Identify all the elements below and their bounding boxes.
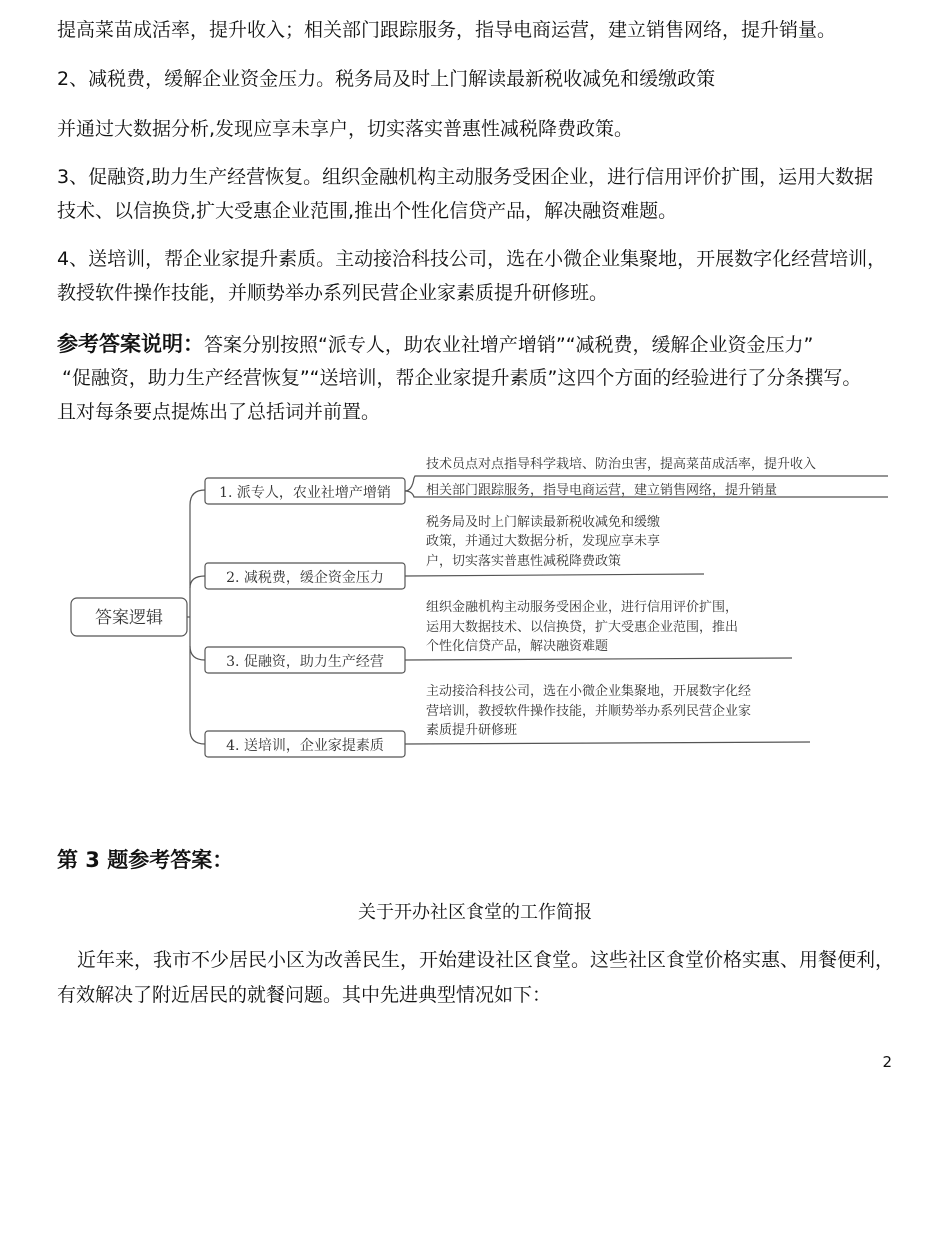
mindmap-detail: 运用大数据技术、以信换贷，扩大受惠企业范围，推出 (426, 620, 739, 635)
paragraph: 提高菜苗成活率，提升收入；相关部门跟踪服务，指导电商运营，建立销售网络，提升销量。 (57, 19, 837, 41)
mindmap-branch-label: 1. 派专人，农业社增产增销 (219, 485, 391, 501)
mindmap-detail: 组织金融机构主动服务受困企业，进行信用评价扩围， (426, 600, 739, 615)
mindmap-detail: 相关部门跟踪服务，指导电商运营，建立销售网络，提升销量 (426, 483, 778, 498)
mindmap-branch-label: 3. 促融资，助力生产经营 (226, 654, 384, 670)
mindmap-detail: 个性化信贷产品，解决融资难题 (426, 639, 609, 654)
mindmap-detail: 政策，并通过大数据分析，发现应享未享 (426, 534, 661, 549)
mindmap-detail: 主动接洽科技公司，选在小微企业集聚地，开展数字化经 (426, 684, 752, 699)
paragraph: 教授软件操作技能，并顺势举办系列民营企业家素质提升研修班。 (57, 282, 609, 304)
explanation-text: 答案分别按照“派专人，助农业社增产增销”“减税费，缓解企业资金压力” (204, 334, 814, 356)
paragraph: 2、减税费，缓解企业资金压力。税务局及时上门解读最新税收减免和缓缴政策 (57, 68, 716, 90)
mindmap-branch-label: 4. 送培训，企业家提素质 (226, 738, 384, 754)
mindmap-detail: 技术员点对点指导科学栽培、防治虫害，提高菜苗成活率，提升收入 (426, 457, 817, 472)
mindmap-root: 答案逻辑 (95, 608, 163, 628)
mindmap-detail: 营培训，教授软件操作技能，并顺势举办系列民营企业家 (426, 704, 752, 719)
paragraph: 3、促融资,助力生产经营恢复。组织金融机构主动服务受困企业，进行信用评价扩围，运用大数据 (57, 166, 874, 188)
explanation-label: 参考答案说明： (57, 332, 204, 356)
mindmap-branch-label: 2. 减税费，缓企资金压力 (226, 570, 384, 586)
mind-map (0, 440, 950, 770)
section-heading: 第 3 题参考答案： (57, 848, 234, 872)
paragraph: 4、送培训，帮企业家提升素质。主动接洽科技公司，选在小微企业集聚地，开展数字化经营培训， (57, 248, 887, 270)
explanation-line-3: 且对每条要点提炼出了总括词并前置。 (57, 401, 381, 423)
mindmap-detail: 素质提升研修班 (426, 723, 518, 738)
report-title: 关于开办社区食堂的工作简报 (358, 902, 592, 923)
mindmap-detail: 税务局及时上门解读最新税收减免和缓缴 (426, 515, 661, 530)
report-intro-line-1: 近年来，我市不少居民小区为改善民生，开始建设社区食堂。这些社区食堂价格实惠、用餐便利， (77, 949, 895, 971)
explanation-line-1 (57, 327, 917, 362)
paragraph: 并通过大数据分析,发现应享未享户，切实落实普惠性减税降费政策。 (57, 118, 634, 140)
report-intro-line-2: 有效解决了附近居民的就餐问题。其中先进典型情况如下： (57, 984, 552, 1006)
page-number: 2 (882, 1053, 892, 1071)
explanation-line-2: “促融资，助力生产经营恢复”“送培训，帮企业家提升素质”这四个方面的经验进行了分条撰写。 (62, 367, 862, 389)
mindmap-detail: 户，切实落实普惠性减税降费政策 (426, 554, 622, 569)
paragraph: 技术、以信换贷,扩大受惠企业范围,推出个性化信贷产品，解决融资难题。 (57, 200, 678, 222)
